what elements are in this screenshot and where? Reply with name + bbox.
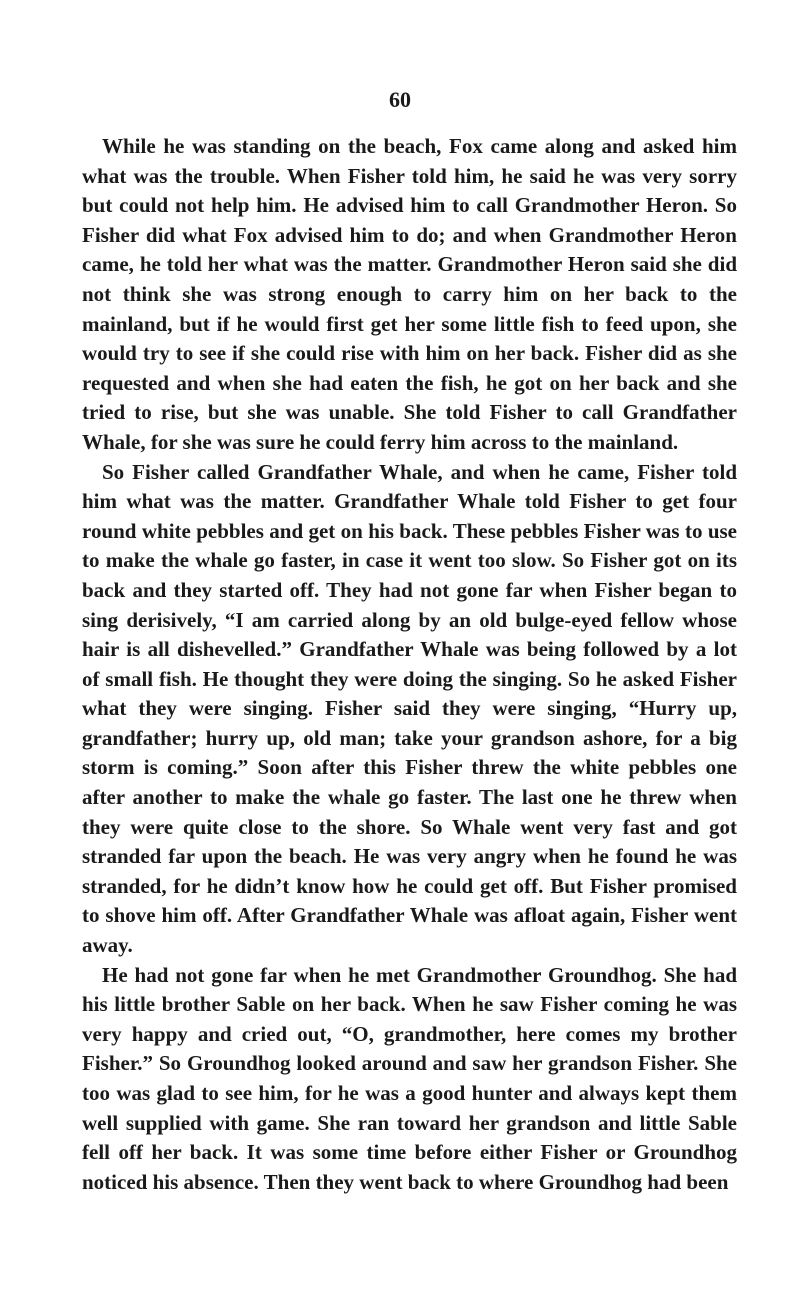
paragraph-2: So Fisher called Grandfather Whale, and when he came, Fisher told him what was the matter. Grandfather Whale told Fisher to get four round white pebbles and get on his back. These pebbles Fisher was to use to make the whale go faster, in case it went too slow. So Fisher got on its back and they started off. They had not gone far when Fisher began to sing derisively, “I am carried along by an old bulge-eyed fellow whose hair is all dishevelled.” Grandfather Whale was being followed by a lot of small fish. He thought they were doing the singing. So he asked Fisher what they were singing. Fisher said they were singing, “Hurry up, grandfather; hurry up, old man; take your grandson ashore, for a big storm is coming.” Soon after this Fisher threw the white pebbles one after another to make the whale go faster. The last one he threw when they were quite close to the shore. So Whale went very fast and got stranded far upon the beach. He was very angry when he found he was stranded, for he didn’t know how he could get off. But Fisher promised to shove him off. After Grandfather Whale was afloat again, Fisher went away.: [82, 459, 737, 958]
page-number: 60: [389, 87, 411, 112]
paragraph-1: While he was standing on the beach, Fox came along and asked him what was the trouble. When Fisher told him, he said he was very sorry but could not help him. He advised him to call Grandmother Heron. So Fisher did what Fox advised him to do; and when Grandmother Heron came, he told her what was the matter. Grandmother Heron said she did not think she was strong enough to carry him on her back to the mainland, but if he would first get her some little fish to feed upon, she would try to see if she could rise with him on her back. Fisher did as she requested and when she had eaten the fish, he got on her back and she tried to rise, but she was unable. She told Fisher to call Grandfather Whale, for she was sure he could ferry him across to the mainland.: [82, 134, 737, 454]
page-body-text: [82, 132, 737, 1197]
paragraph-3: He had not gone far when he met Grandmother Groundhog. She had his little brother Sable on her back. When he saw Fisher coming he was very happy and cried out, “O, grandmother, here comes my brother Fisher.” So Groundhog looked around and saw her grandson Fisher. She too was glad to see him, for he was a good hunter and always kept them well supplied with game. She ran toward her grandson and little Sable fell off her back. It was some time before either Fisher or Groundhog noticed his absence. Then they went back to where Groundhog had been: [82, 962, 737, 1194]
